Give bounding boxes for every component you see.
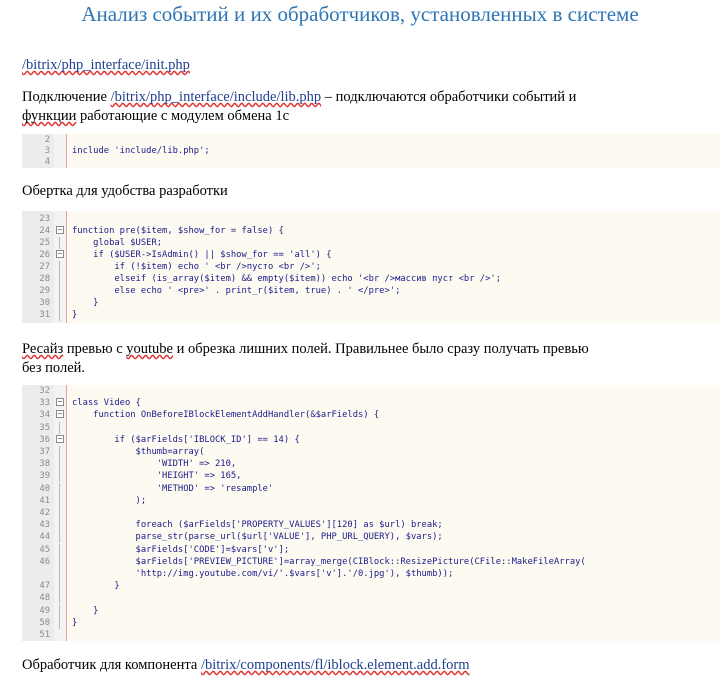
fold-guide: [59, 495, 60, 507]
code-text: elseif (is_array($item) && empty($item)) echo '<br />массив пуст <br />';: [72, 274, 501, 284]
line-number: 43: [39, 520, 50, 531]
code-block-video-class: [22, 385, 720, 641]
code-line: [22, 213, 720, 225]
code-line: [22, 458, 720, 470]
code-text: }: [72, 298, 99, 308]
fold-guide: [59, 237, 60, 249]
code-text: }: [72, 617, 78, 628]
line-number: 29: [39, 286, 50, 296]
line-number: 50: [39, 617, 50, 628]
code-text: $thumb=array(: [72, 447, 205, 457]
para3-text-d: и обрезка лишних полей. Правильнее было сразу получать превью: [173, 341, 589, 357]
line-number: 51: [39, 630, 50, 640]
line-number: 34: [39, 410, 50, 421]
line-number: 26: [39, 250, 50, 260]
line-number: 36: [39, 434, 50, 445]
code-line: [22, 385, 720, 397]
fold-guide: [59, 483, 60, 495]
paragraph-youtube: [22, 340, 589, 378]
code-line: [22, 285, 720, 297]
line-number: 41: [39, 495, 50, 506]
component-path-link[interactable]: /bitrix/components/fl/iblock.element.add.form: [200, 657, 470, 673]
line-number: 35: [39, 422, 50, 433]
code-text: function pre($item, $show_for = false) {: [72, 226, 284, 236]
code-line: [22, 237, 720, 249]
code-line: [22, 273, 720, 285]
code-line: [22, 617, 720, 629]
code-text: if (!$item) echo ' <br />пусто <br />';: [72, 262, 321, 272]
code-line: [22, 568, 720, 580]
init-path-link[interactable]: [22, 56, 190, 75]
para1-suffix: – подключаются обработчики событий и: [321, 89, 577, 105]
fold-guide: [59, 446, 60, 458]
code-line: [22, 297, 720, 309]
line-number: 46: [39, 556, 50, 567]
para1-prefix: Подключение: [22, 89, 111, 105]
fold-guide: [59, 617, 60, 629]
code-block-pre-function: [22, 211, 720, 323]
line-number: 42: [39, 508, 50, 518]
fold-guide: [59, 422, 60, 434]
code-line: [22, 519, 720, 531]
code-text: 'WIDTH' => 210,: [72, 459, 237, 470]
paragraph-wrapper: Обертка для удобства разработки: [22, 183, 228, 199]
para3-text-b: превью с: [63, 341, 127, 357]
fold-guide: [59, 309, 60, 321]
paragraph-lib-include: [22, 88, 576, 126]
code-text: }: [72, 605, 99, 616]
code-text: $arFields['CODE']=$vars['v'];: [72, 544, 290, 555]
code-line: 4: [44, 157, 50, 167]
line-number: 24: [39, 226, 50, 236]
fold-guide: [59, 507, 60, 519]
code-text: 'http://img.youtube.com/vi/'.$vars['v'].'/0.jpg'), $thumb));: [72, 569, 454, 579]
line-number: 33: [39, 398, 50, 409]
code-line: [22, 409, 720, 421]
code-text: else echo ' <pre>' . print_r($item, true) . ' </pre>';: [72, 286, 401, 296]
fold-guide: [59, 568, 60, 580]
line-number: 48: [39, 593, 50, 604]
code-line: [22, 397, 720, 409]
fold-guide: [59, 580, 60, 592]
para1-word-functions: функции: [22, 108, 77, 124]
word-youtube: youtube: [126, 341, 173, 357]
code-text: foreach ($arFields['PROPERTY_VALUES'][120] as $url) break;: [72, 520, 443, 531]
code-line: [22, 531, 720, 543]
fold-guide: [59, 261, 60, 273]
code-line: [22, 249, 720, 261]
code-line: [22, 225, 720, 237]
code-text: 'METHOD' => 'resample': [72, 483, 274, 494]
code-line: [22, 309, 720, 321]
fold-toggle-icon[interactable]: −: [57, 225, 63, 234]
code-line: 2: [44, 135, 50, 145]
fold-guide: [59, 273, 60, 285]
line-number: 37: [39, 447, 50, 457]
code-line: [22, 422, 720, 434]
line-number: 27: [39, 262, 50, 272]
code-line: [22, 470, 720, 482]
fold-guide: [59, 297, 60, 309]
code-line: [22, 556, 720, 568]
code-text: if ($arFields['IBLOCK_ID'] == 14) {: [72, 434, 300, 445]
code-text: }: [72, 581, 120, 592]
line-number: 23: [39, 214, 50, 224]
code-line: [22, 434, 720, 446]
word-resize: Ресайз: [22, 341, 64, 357]
fold-guide: [59, 470, 60, 482]
code-text: if ($USER->IsAdmin() || $show_for == 'all') {: [72, 250, 332, 260]
code-line: [22, 605, 720, 617]
code-text: function OnBeforeIBlockElementAddHandler(&$arFields) {: [72, 410, 380, 421]
init-path-text: /bitrix/php_interface/init.php: [22, 57, 190, 73]
code-line: [22, 580, 720, 592]
fold-guide: [59, 458, 60, 470]
line-number: 31: [39, 310, 50, 320]
line-number: 30: [39, 298, 50, 308]
code-text: );: [72, 495, 147, 506]
document-title: Анализ событий и их обработчиков, установленных в системе: [81, 2, 639, 26]
line-number: 38: [39, 459, 50, 470]
fold-toggle-icon[interactable]: −: [57, 397, 63, 407]
fold-toggle-icon[interactable]: −: [57, 249, 63, 258]
code-text: }: [72, 310, 78, 320]
code-line: [22, 446, 720, 458]
line-number: 32: [39, 386, 50, 396]
code-text: parse_str(parse_url($url['VALUE'], PHP_URL_QUERY), $vars);: [72, 532, 443, 543]
para1-line2-rest: работающие с модулем обмена 1с: [76, 108, 290, 124]
line-number: 49: [39, 605, 50, 616]
fold-toggle-icon[interactable]: −: [57, 409, 63, 419]
code-text: class Video {: [72, 398, 141, 409]
fold-guide: [59, 519, 60, 531]
code-line: [22, 507, 720, 519]
line-number: 39: [39, 471, 50, 482]
line-number: 45: [39, 544, 50, 555]
fold-guide: [59, 531, 60, 543]
code-text: global $USER;: [72, 238, 163, 248]
code-line: [22, 261, 720, 273]
code-line: [22, 495, 720, 507]
fold-toggle-icon[interactable]: −: [57, 433, 63, 443]
code-line: [22, 592, 720, 604]
lib-path-link[interactable]: /bitrix/php_interface/include/lib.php: [110, 89, 322, 105]
line-number: 47: [39, 581, 50, 592]
line-number: 28: [39, 274, 50, 284]
fold-guide: [59, 605, 60, 617]
para3-line2: без полей.: [22, 360, 86, 376]
fold-guide: [59, 285, 60, 297]
line-number: 40: [39, 483, 50, 494]
code-line: [22, 629, 720, 641]
fold-guide: [59, 592, 60, 604]
para4-prefix: Обработчик для компонента: [22, 657, 201, 673]
code-line: [22, 483, 720, 495]
line-number: 44: [39, 532, 50, 543]
fold-guide: [59, 556, 60, 568]
fold-guide: [59, 544, 60, 556]
code-text: $arFields['PREVIEW_PICTURE']=array_merge(CIBlock::ResizePicture(CFile::MakeFileArray(: [72, 556, 586, 567]
code-line: 3 include 'include/lib.php';: [44, 146, 210, 156]
paragraph-component-handler: [22, 656, 470, 675]
code-line: [22, 544, 720, 556]
line-number: 25: [39, 238, 50, 248]
code-block-include: [22, 134, 720, 168]
code-text: 'HEIGHT' => 165,: [72, 471, 242, 482]
